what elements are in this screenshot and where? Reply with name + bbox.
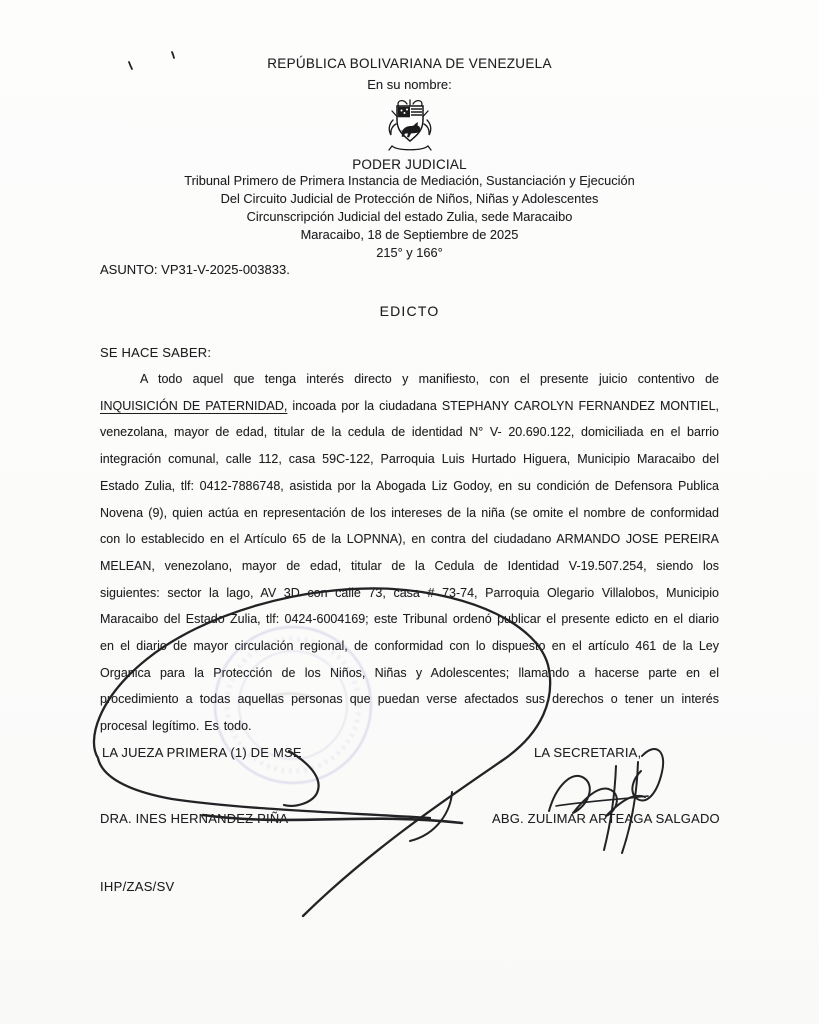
tribunal-line-2: Del Circuito Judicial de Protección de Niños, Niñas y Adolescentes [220, 191, 599, 206]
salutation-line: SE HACE SABER: [100, 345, 212, 360]
in-its-name-line: En su nombre: [367, 77, 452, 92]
secretary-title-line: LA SECRETARIA, [534, 745, 642, 760]
body-rest-text: incoada por la ciudadana STEPHANY CAROLYN FERNANDEZ MONTIEL, venezolana, mayor de edad, titular de la cedula de identidad N° V- 20.690.122, domiciliada en el barrio integración comunal, calle 112, casa 59C-122, Parroquia Luis Hurtado Higuera, Municipio Maracaibo del Estado Zulia, tlf: 0412-7886748, asistida por la Abogada Liz Godoy, en su condición de Defensora Publica Novena (9), quien actúa en representación de los intereses de la niña (se omite el nombre de conformidad con lo establecido en el Artículo 65 de la LOPNNA), en contra del ciudadano ARMANDO JOSE PEREIRA MELEAN, venezolano, mayor de edad, titular de la Cedula de Identidad V-19.507.254, siendo los siguientes: sector la lago, AV 3D con calle 73, casa # 73-74, Parroquia Olegario Villalobos, Municipio Maracaibo del Estado Zulia, tlf: 0424-6004169; este Tribunal ordenó publicar el presente edicto en el diario en el diario de mayor circulación regional, de conformidad con lo dispuesto en el artículo 461 de la Ley Organica para la Protección de los Niños, Niñas y Adolescentes; llamando a hacerse parte en el procedimiento a todas aquellas personas que puedan verse afectados sus derechos o tener un interés procesal legítimo. Es todo. [100, 398, 720, 734]
poder-judicial-title: PODER JUDICIAL [352, 157, 467, 172]
independence-years-line: 215° y 166° [376, 245, 443, 260]
case-type-underlined: INQUISICIÓN DE PATERNIDAD, [100, 398, 288, 413]
judge-signature-hook [410, 792, 452, 841]
tribunal-line-1: Tribunal Primero de Primera Instancia de Mediación, Sustanciación y Ejecución [184, 173, 635, 188]
body-lead-text: A todo aquel que tenga interés directo y manifiesto, con el presente juicio contentivo de [140, 372, 719, 386]
venezuela-coat-of-arms-icon [0, 97, 819, 155]
republic-title: REPÚBLICA BOLIVARIANA DE VENEZUELA [267, 56, 552, 71]
secretary-signature-icon [549, 749, 663, 853]
judge-name-line: DRA. INES HERNANDEZ PIÑA [100, 811, 289, 826]
edict-body-paragraph [100, 366, 719, 740]
edict-title: EDICTO [379, 303, 440, 319]
secretary-name-line: ABG. ZULIMAR ARTEAGA SALGADO [492, 811, 720, 826]
letterhead [0, 56, 819, 262]
judge-title-line: LA JUEZA PRIMERA (1) DE MSE [102, 745, 302, 760]
date-line: Maracaibo, 18 de Septiembre de 2025 [300, 227, 519, 242]
case-number-line: ASUNTO: VP31-V-2025-003833. [100, 262, 290, 277]
tribunal-line-3: Circunscripción Judicial del estado Zulia, sede Maracaibo [246, 209, 573, 224]
footer-initials: IHP/ZAS/SV [100, 879, 175, 894]
